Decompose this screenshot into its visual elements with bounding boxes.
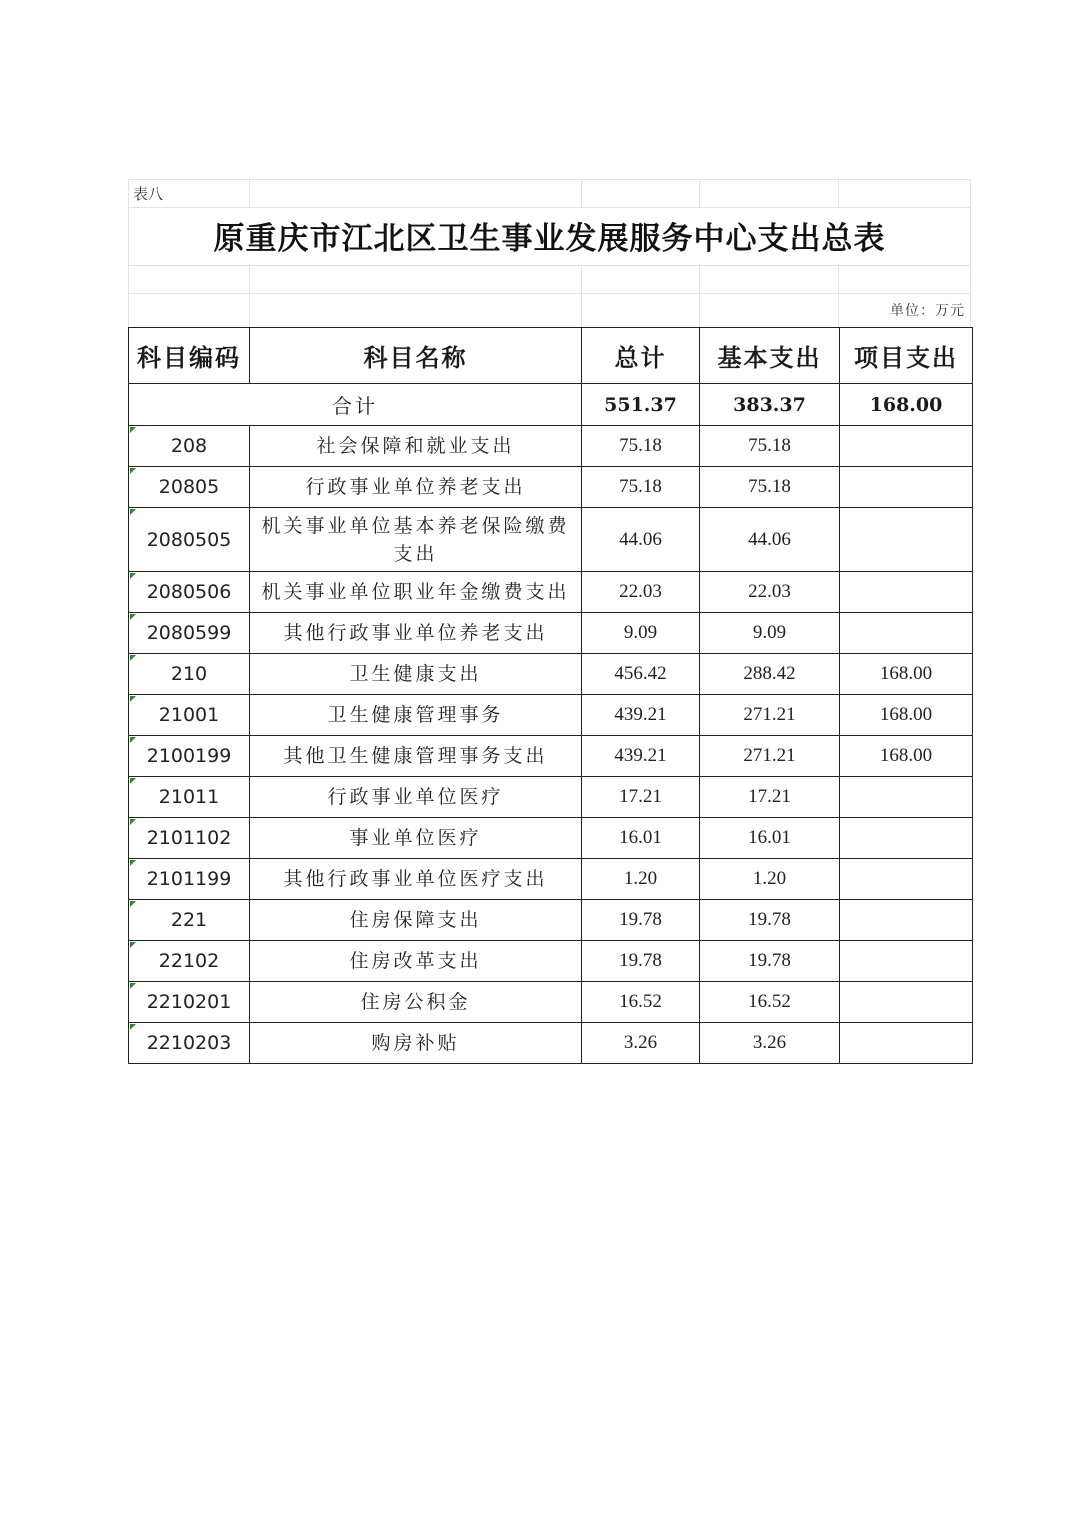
row-project — [840, 818, 973, 859]
row-name: 住房改革支出 — [250, 941, 582, 982]
table-row — [129, 1023, 973, 1064]
cell-flag-icon — [130, 983, 136, 989]
row-project — [840, 508, 973, 572]
row-name: 其他卫生健康管理事务支出 — [250, 736, 582, 777]
total-sum: 551.37 — [582, 384, 700, 426]
row-code — [129, 572, 250, 613]
row-code-text: 22102 — [158, 950, 220, 972]
header-basic: 基本支出 — [700, 328, 840, 384]
row-name: 住房公积金 — [250, 982, 582, 1023]
row-basic: 75.18 — [700, 426, 840, 467]
row-code-text: 2101102 — [146, 827, 232, 849]
row-project — [840, 1023, 973, 1064]
table-row — [129, 426, 973, 467]
row-total: 75.18 — [582, 426, 700, 467]
cell-flag-icon — [130, 509, 136, 515]
row-code-text: 2100199 — [146, 745, 232, 767]
header-project: 项目支出 — [840, 328, 973, 384]
cell-flag-icon — [130, 696, 136, 702]
row-code-text: 21001 — [158, 704, 220, 726]
table-row — [129, 859, 973, 900]
row-name: 行政事业单位养老支出 — [250, 467, 582, 508]
row-code-text: 2080599 — [146, 622, 232, 644]
header-total: 总计 — [582, 328, 700, 384]
gridline — [699, 179, 700, 207]
row-basic: 271.21 — [700, 736, 840, 777]
row-name: 住房保障支出 — [250, 900, 582, 941]
row-project — [840, 859, 973, 900]
gridline — [249, 179, 250, 207]
row-code-text: 210 — [170, 663, 208, 685]
row-total: 3.26 — [582, 1023, 700, 1064]
row-code — [129, 654, 250, 695]
cell-flag-icon — [130, 860, 136, 866]
gridline — [581, 179, 582, 207]
row-total: 44.06 — [582, 508, 700, 572]
row-total: 19.78 — [582, 900, 700, 941]
row-code-text: 2210201 — [146, 991, 232, 1013]
row-basic: 3.26 — [700, 1023, 840, 1064]
row-code — [129, 982, 250, 1023]
gridline — [699, 265, 700, 327]
row-total: 17.21 — [582, 777, 700, 818]
row-name: 机关事业单位职业年金缴费支出 — [250, 572, 582, 613]
table-row — [129, 467, 973, 508]
row-total: 22.03 — [582, 572, 700, 613]
page-title: 原重庆市江北区卫生事业发展服务中心支出总表 — [213, 221, 886, 257]
row-total: 16.52 — [582, 982, 700, 1023]
gridline — [128, 293, 971, 294]
row-project: 168.00 — [840, 695, 973, 736]
gridline — [249, 265, 250, 327]
row-name: 社会保障和就业支出 — [250, 426, 582, 467]
gridline — [128, 265, 971, 266]
cell-flag-icon — [130, 942, 136, 948]
table-row — [129, 695, 973, 736]
row-project — [840, 941, 973, 982]
row-basic: 9.09 — [700, 613, 840, 654]
row-project — [840, 467, 973, 508]
row-basic: 22.03 — [700, 572, 840, 613]
cell-flag-icon — [130, 655, 136, 661]
row-project — [840, 982, 973, 1023]
row-basic: 16.52 — [700, 982, 840, 1023]
cell-flag-icon — [130, 778, 136, 784]
expenditure-table — [128, 327, 973, 1064]
row-code — [129, 859, 250, 900]
table-row — [129, 654, 973, 695]
table-row — [129, 777, 973, 818]
row-code — [129, 508, 250, 572]
row-basic: 16.01 — [700, 818, 840, 859]
row-code-text: 2080505 — [146, 528, 232, 551]
row-code — [129, 900, 250, 941]
row-total: 1.20 — [582, 859, 700, 900]
gridline — [581, 265, 582, 327]
row-project: 168.00 — [840, 736, 973, 777]
row-project: 168.00 — [840, 654, 973, 695]
row-basic: 75.18 — [700, 467, 840, 508]
row-code — [129, 467, 250, 508]
cell-flag-icon — [130, 819, 136, 825]
row-code — [129, 818, 250, 859]
table-row — [129, 613, 973, 654]
table-row — [129, 736, 973, 777]
row-project — [840, 613, 973, 654]
table-row — [129, 818, 973, 859]
table-row — [129, 572, 973, 613]
total-label: 合计 — [129, 384, 582, 426]
row-code-text: 2101199 — [146, 868, 232, 890]
unit-label: 单位：万元 — [890, 303, 965, 319]
cell-flag-icon — [130, 1024, 136, 1030]
row-total: 456.42 — [582, 654, 700, 695]
row-name: 行政事业单位医疗 — [250, 777, 582, 818]
cell-flag-icon — [130, 614, 136, 620]
row-project — [840, 900, 973, 941]
table-row — [129, 508, 973, 572]
row-code — [129, 613, 250, 654]
row-basic: 288.42 — [700, 654, 840, 695]
row-name: 事业单位医疗 — [250, 818, 582, 859]
row-basic: 19.78 — [700, 941, 840, 982]
row-name: 其他行政事业单位养老支出 — [250, 613, 582, 654]
row-total: 9.09 — [582, 613, 700, 654]
spreadsheet — [128, 179, 971, 1064]
cell-flag-icon — [130, 737, 136, 743]
row-name: 机关事业单位基本养老保险缴费支出 — [250, 508, 582, 572]
row-code-text: 208 — [170, 435, 208, 457]
header-code: 科目编码 — [129, 328, 250, 384]
row-total: 439.21 — [582, 695, 700, 736]
table-number-label: 表八 — [133, 185, 164, 203]
row-code — [129, 736, 250, 777]
row-code — [129, 695, 250, 736]
table-row — [129, 941, 973, 982]
row-project — [840, 777, 973, 818]
row-code-text: 21011 — [158, 786, 220, 808]
cell-flag-icon — [130, 901, 136, 907]
table-row — [129, 900, 973, 941]
total-project: 168.00 — [840, 384, 973, 426]
gridline — [128, 179, 971, 180]
sheet-header-area — [128, 179, 971, 327]
row-basic: 1.20 — [700, 859, 840, 900]
cell-flag-icon — [130, 573, 136, 579]
table-header-row — [129, 328, 973, 384]
row-name: 其他行政事业单位医疗支出 — [250, 859, 582, 900]
row-basic: 17.21 — [700, 777, 840, 818]
row-code-text: 2210203 — [146, 1032, 232, 1054]
row-code — [129, 941, 250, 982]
cell-flag-icon — [130, 468, 136, 474]
row-name: 卫生健康管理事务 — [250, 695, 582, 736]
header-name: 科目名称 — [250, 328, 582, 384]
total-row — [129, 384, 973, 426]
row-basic: 271.21 — [700, 695, 840, 736]
cell-flag-icon — [130, 427, 136, 433]
row-code-text: 20805 — [158, 476, 220, 498]
row-total: 19.78 — [582, 941, 700, 982]
gridline — [838, 179, 839, 207]
row-basic: 19.78 — [700, 900, 840, 941]
row-code — [129, 1023, 250, 1064]
table-row — [129, 982, 973, 1023]
row-total: 16.01 — [582, 818, 700, 859]
row-code-text: 2080506 — [146, 581, 232, 603]
row-name: 卫生健康支出 — [250, 654, 582, 695]
total-basic: 383.37 — [700, 384, 840, 426]
row-code — [129, 426, 250, 467]
row-total: 75.18 — [582, 467, 700, 508]
row-code-text: 221 — [170, 909, 208, 931]
row-basic: 44.06 — [700, 508, 840, 572]
row-total: 439.21 — [582, 736, 700, 777]
row-code — [129, 777, 250, 818]
gridline — [128, 207, 971, 208]
gridline — [838, 265, 839, 327]
row-name: 购房补贴 — [250, 1023, 582, 1064]
row-project — [840, 572, 973, 613]
row-project — [840, 426, 973, 467]
